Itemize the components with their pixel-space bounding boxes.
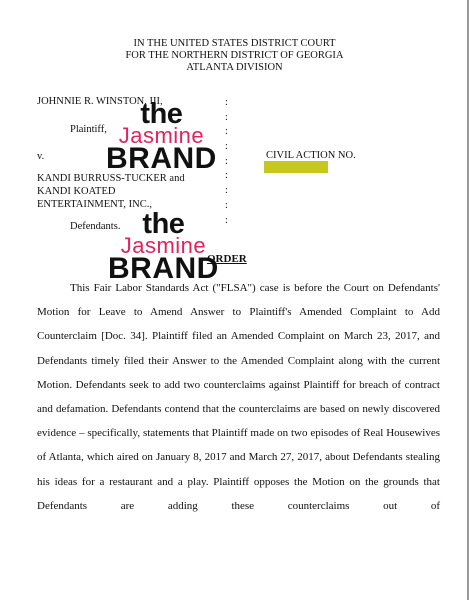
defendant-line-2: KANDI KOATED xyxy=(37,186,116,197)
watermark-brand: BRAND xyxy=(108,252,219,285)
watermark-logo xyxy=(108,208,219,285)
caption-colon: : xyxy=(225,97,228,108)
caption-colon: : xyxy=(225,199,228,211)
defendant-line-1: KANDI BURRUSS-TUCKER and xyxy=(37,173,185,184)
court-line-2: FOR THE NORTHERN DISTRICT OF GEORGIA xyxy=(125,50,344,61)
court-line-1: IN THE UNITED STATES DISTRICT COURT xyxy=(133,38,336,49)
order-body xyxy=(37,276,440,518)
plaintiff-name: JOHNNIE R. WINSTON, III, xyxy=(37,96,163,107)
watermark-the: the xyxy=(142,208,185,240)
watermark-the: the xyxy=(140,98,183,130)
versus: v. xyxy=(37,151,45,162)
defendants-role: Defendants. xyxy=(70,221,121,232)
court-header xyxy=(0,38,469,74)
caption-colon: : xyxy=(225,126,228,138)
caption-colon: : xyxy=(225,185,228,197)
civil-action-label: CIVIL ACTION NO. xyxy=(266,150,356,161)
watermark-logo xyxy=(106,98,217,175)
caption-colon: : xyxy=(225,155,228,167)
order-heading: ORDER xyxy=(207,253,247,265)
watermark-brand: BRAND xyxy=(106,142,217,175)
body-paragraph: This Fair Labor Standards Act ("FLSA") case is before the Court on Defendants' Motion for Leave to Amend Answer to Plaintiff's Amended Complaint to Add Counterclaim [Doc. 34]. Plaintiff filed an Amended Complaint on March 23, 2017, and Defendants timely filed their Answer to the Amended Complaint along with the current Motion. Defendants seek to add two counterclaims against Plaintiff for breach of contract and defamation. Defendants contend that the counterclaims are based on newly discovered evidence – specifically, statements that Plaintiff made on two episodes of Real Housewives of Atlanta, which aired on January 8, 2017 and March 27, 2017, about Defendants stealing his ideas for a restaurant and a play. Plaintiff opposes the Motion on the grounds that Defendants are adding these counterclaims out of xyxy=(37,282,440,512)
watermark-jasmine: Jasmine xyxy=(120,233,207,258)
caption-colon: : xyxy=(225,141,228,153)
watermark-jasmine: Jasmine xyxy=(118,123,205,148)
caption-colon: : xyxy=(225,111,228,123)
court-line-3: ATLANTA DIVISION xyxy=(186,62,283,73)
plaintiff-role: Plaintiff, xyxy=(70,124,107,135)
defendant-line-3: ENTERTAINMENT, INC., xyxy=(37,199,152,210)
redaction-highlight xyxy=(264,161,328,173)
caption-colon-column xyxy=(225,96,228,228)
caption-colon: : xyxy=(225,170,228,182)
caption-colon: : xyxy=(225,214,228,226)
